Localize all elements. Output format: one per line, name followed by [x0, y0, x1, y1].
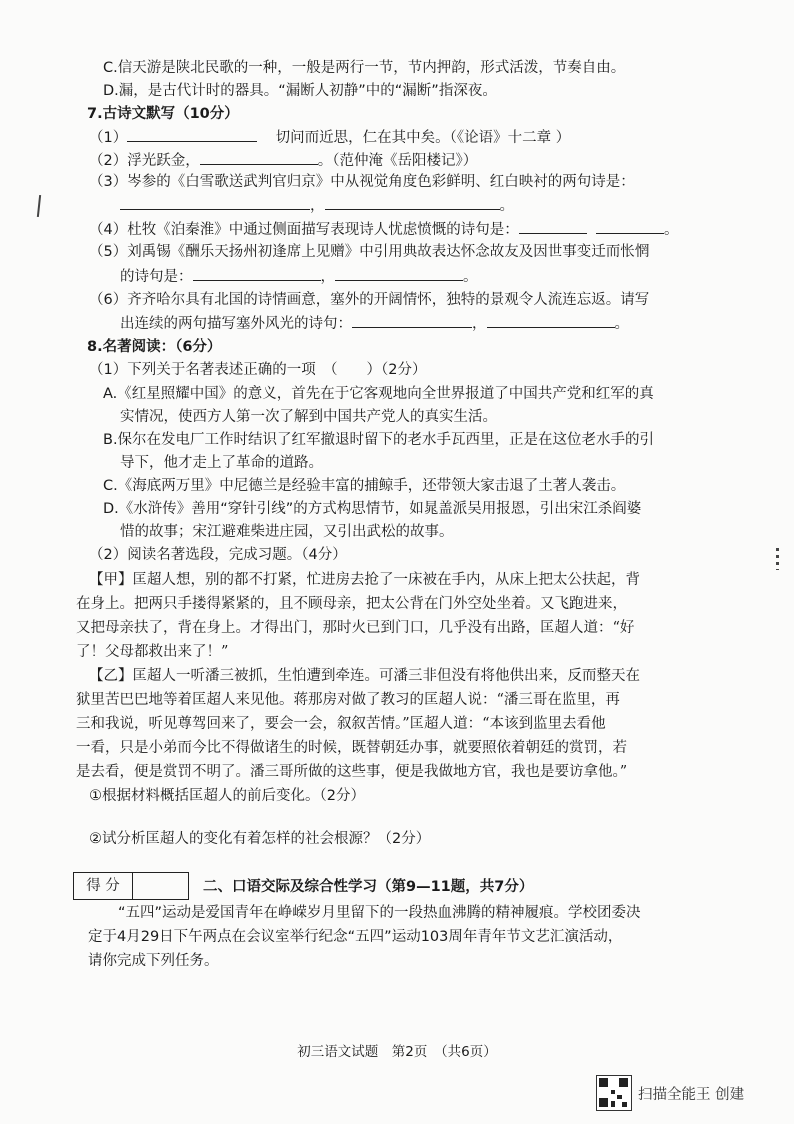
score-box — [73, 872, 189, 900]
q8-sub1: （1）下列关于名著表述正确的一项 （ ）（2分） — [89, 362, 427, 378]
score-cell[interactable] — [133, 873, 188, 899]
page-footer: 初三语文试题 第2页 （共6页） — [297, 1044, 497, 1060]
q7-heading: 7.古诗文默写（10分） — [87, 106, 239, 122]
binding-dots — [776, 548, 779, 570]
score-label: 得 分 — [74, 873, 133, 899]
q8-option-line: D.《水浒传》善用“穿针引线”的方式构思情节，如晁盖派吴用报恩，引出宋江杀阎婆 — [103, 501, 642, 517]
q8-option-line: A.《红星照耀中国》的意义，首先在于它客观地向全世界报道了中国共产党和红军的真 — [103, 386, 654, 402]
pen-mark — [37, 195, 41, 217]
q8-option-line: B.保尔在发电厂工作时结识了红军撤退时留下的老水手瓦西里，正是在这位老水手的引 — [103, 432, 655, 448]
q7-item-4: （4）杜牧《泊秦淮》中通过侧面描写表现诗人忧虑愤慨的诗句是： 。 — [89, 219, 678, 240]
q7-item-5-line2: 的诗句是： ， 。 — [120, 266, 478, 287]
q7-item-5: （5）刘禹锡《酬乐天扬州初逢席上见赠》中引用典故表达怀念故友及因世事变迁而怅惘 — [89, 244, 650, 260]
excerpt-jia-line: 在身上。把两只手搂得紧紧的，且不顾母亲，把太公背在门外空处坐着。又飞跑进来， — [76, 596, 627, 612]
excerpt-yi-line: 是去看，便是赏罚不明了。潘三哥所做的这些事，便是我做地方官，我也是要访拿他。” — [76, 764, 628, 780]
section2-title: 二、口语交际及综合性学习（第9—11题，共7分） — [203, 879, 534, 895]
answer-blank[interactable] — [487, 313, 615, 328]
excerpt-yi-line: 一看，只是小弟而今比不得做诸生的时候，既替朝廷办事，就要照依着朝廷的赏罚，若 — [76, 740, 627, 756]
q8-option-line: 导下，他才走上了革命的道路。 — [120, 455, 323, 471]
q7-item-3-blanks: ， 。 — [120, 195, 514, 216]
excerpt-jia-line: 了！父母都救出来了！” — [76, 644, 229, 660]
q8-sub2: （2）阅读名著选段，完成习题。（4分） — [89, 547, 347, 563]
q8-question-2: ②试分析匡超人的变化有着怎样的社会根源？（2分） — [89, 831, 431, 847]
scanner-watermark: 扫描全能王 创建 — [638, 1087, 745, 1103]
q7-item-3: （3）岑参的《白雪歌送武判官归京》中从视觉角度色彩鲜明、红白映衬的两句诗是： — [89, 174, 635, 190]
q8-option-line: 实情况，使西方人第一次了解到中国共产党人的真实生活。 — [120, 409, 497, 425]
option-c: C.信天游是陕北民歌的一种，一般是两行一节，节内押韵，形式活泼，节奏自由。 — [103, 60, 626, 76]
q7-item-6-line2: 出连续的两句描写塞外风光的诗句： ， 。 — [120, 313, 629, 334]
excerpt-yi-line: 【乙】匡超人一听潘三被抓，生怕遭到牵连。可潘三非但没有将他供出来，反而整天在 — [89, 668, 640, 684]
q8-option-line: C.《海底两万里》中尼德兰是经验丰富的捕鲸手，还带领大家击退了土著人袭击。 — [103, 478, 626, 494]
answer-blank[interactable] — [127, 127, 257, 142]
answer-blank[interactable] — [193, 266, 321, 281]
q7-item-2: （2）浮光跃金， 。（范仲淹《岳阳楼记》） — [89, 150, 477, 171]
answer-blank[interactable] — [120, 195, 310, 210]
q8-question-1: ①根据材料概括匡超人的前后变化。（2分） — [89, 788, 365, 804]
excerpt-yi-line: 狱里苦巴巴地等着匡超人来见他。蒋那房对做了教习的匡超人说：“潘三哥在监里，再 — [76, 692, 620, 708]
section2-para-line: “五四”运动是爱国青年在峥嵘岁月里留下的一段热血沸腾的精神履痕。学校团委决 — [118, 905, 641, 921]
excerpt-jia-line: 又把母亲扶了，背在身上。才得出门，那时火已到门口，几乎没有出路，匡超人道：“好 — [76, 620, 635, 636]
q7-item-1: （1） 切问而近思，仁在其中矣。（《论语》十二章 ） — [89, 127, 570, 148]
excerpt-jia-line: 【甲】匡超人想，别的都不打紧，忙进房去抢了一床被在手内，从床上把太公扶起，背 — [89, 572, 640, 588]
answer-blank[interactable] — [325, 195, 500, 210]
option-d: D.漏，是古代计时的器具。“漏断人初静”中的“漏断”指深夜。 — [103, 83, 497, 99]
answer-blank[interactable] — [335, 266, 463, 281]
answer-blank[interactable] — [519, 219, 587, 234]
qr-code-icon — [596, 1075, 632, 1111]
q8-heading: 8.名著阅读：（6分） — [87, 339, 222, 355]
q7-item-6: （6）齐齐哈尔具有北国的诗情画意，塞外的开阔情怀，独特的景观令人流连忘返。请写 — [89, 292, 650, 308]
q8-option-line: 惜的故事；宋江避难柴进庄园，又引出武松的故事。 — [120, 524, 454, 540]
answer-blank[interactable] — [596, 219, 664, 234]
excerpt-yi-line: 三和我说，听见尊驾回来了，要会一会，叙叙苦情。”匡超人道：“本该到监里去看他 — [76, 716, 606, 732]
answer-blank[interactable] — [352, 313, 472, 328]
answer-blank[interactable] — [200, 150, 318, 165]
section2-para-line: 定于4月29日下午两点在会议室举行纪念“五四”运动103周年青年节文艺汇演活动， — [88, 929, 623, 945]
section2-para-line: 请你完成下列任务。 — [88, 953, 219, 969]
